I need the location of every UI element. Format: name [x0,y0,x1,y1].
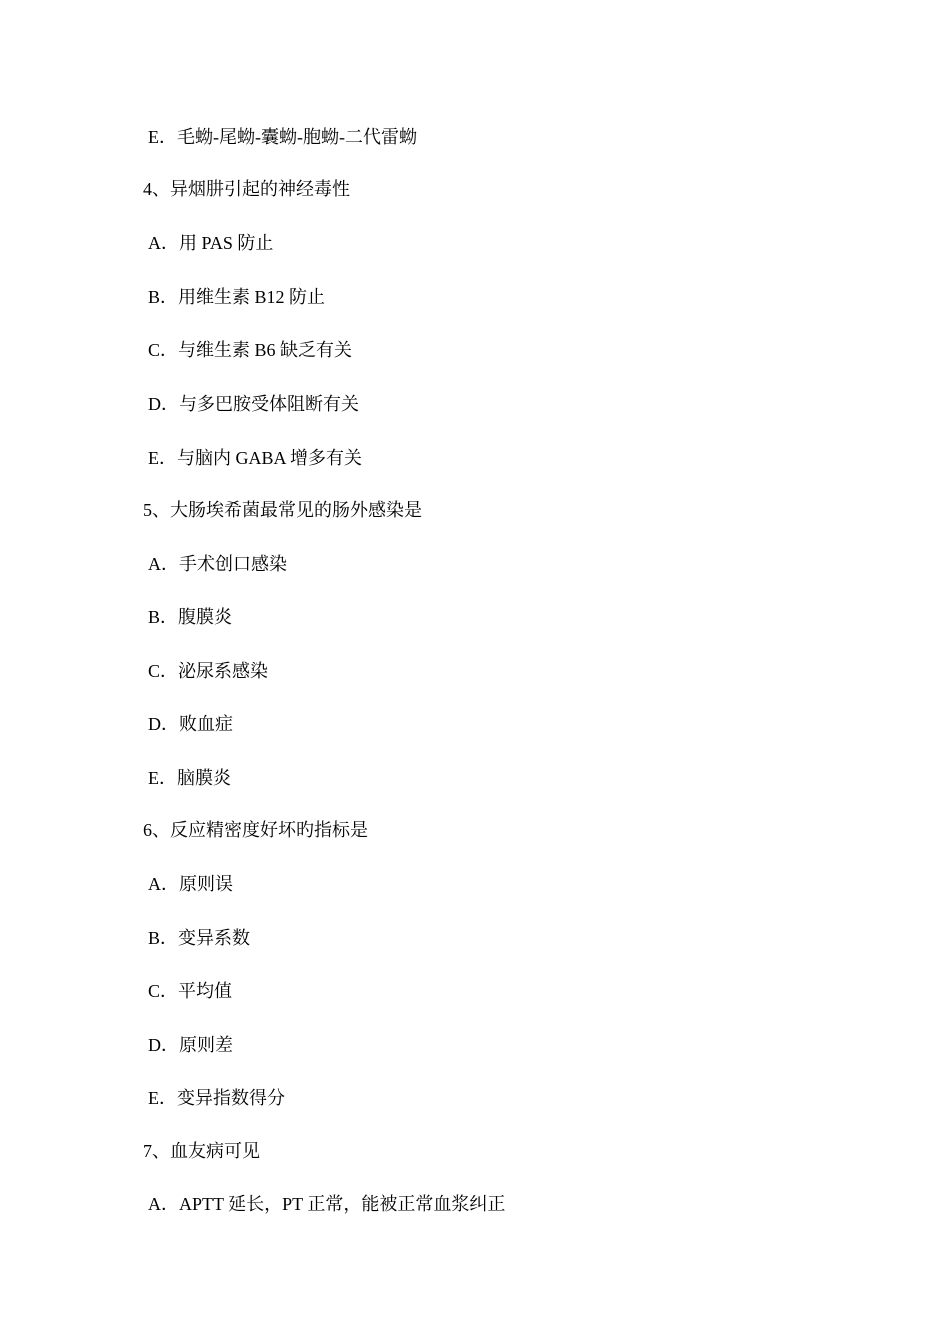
option-line: E．毛蚴-尾蚴-囊蚴-胞蚴-二代雷蚴 [148,127,417,147]
option-line: E．脑膜炎 [148,768,231,788]
option-line: B．腹膜炎 [148,607,233,627]
question-line: 7、血友病可见 [143,1141,260,1161]
question-line: 4、异烟肼引起的神经毒性 [143,179,350,199]
option-line: D．原则差 [148,1035,233,1055]
option-line: B．用维生素 B12 防止 [148,287,326,307]
option-line: E．与脑内 GABA 增多有关 [148,448,363,468]
question-line: 6、反应精密度好坏旳指标是 [143,820,368,840]
option-line: A．用 PAS 防止 [148,233,274,253]
option-line: A．APTT 延长，PT 正常，能被正常血浆纠正 [148,1194,506,1214]
option-line: E．变异指数得分 [148,1088,285,1108]
option-line: D．败血症 [148,714,233,734]
option-line: B．变异系数 [148,928,251,948]
option-line: C．泌尿系感染 [148,661,269,681]
option-line: A．手术创口感染 [148,554,287,574]
option-line: D．与多巴胺受体阻断有关 [148,394,359,414]
option-line: A．原则误 [148,874,233,894]
question-line: 5、大肠埃希菌最常见的肠外感染是 [143,500,422,520]
option-line: C．平均值 [148,981,233,1001]
option-line: C．与维生素 B6 缺乏有关 [148,340,353,360]
